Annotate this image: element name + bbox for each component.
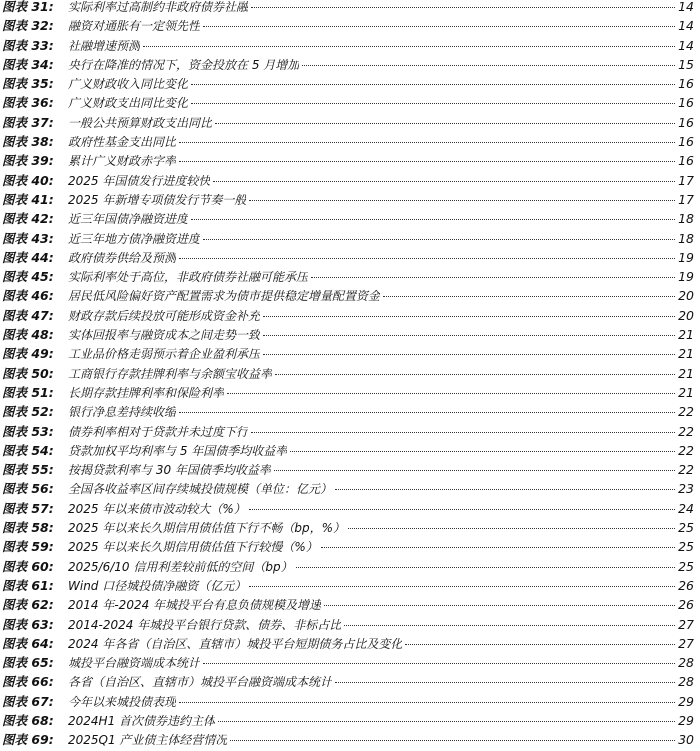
toc-dot-leader [203, 663, 675, 664]
toc-entry-label: 图表 42: [2, 211, 54, 227]
toc-entry-title[interactable]: 2025 年国债发行进度较快 [68, 173, 211, 188]
toc-entry-page-number[interactable]: 18 [678, 211, 694, 227]
toc-entry-page-number[interactable]: 17 [678, 172, 694, 188]
toc-entry-title[interactable]: 一般公共预算财政支出同比 [68, 115, 213, 130]
toc-entry-title[interactable]: 长期存款挂牌利率和保险利率 [68, 385, 225, 400]
toc-entry-label: 图表 37: [2, 114, 54, 130]
toc-dot-leader [249, 200, 675, 201]
toc-entry-title[interactable]: 2024 年各省（自治区、直辖市）城投平台短期债务占比及变化 [68, 636, 403, 651]
toc-entry[interactable] [0, 16, 700, 35]
toc-entry-label: 图表 52: [2, 404, 54, 420]
toc-entry-page-number[interactable]: 21 [678, 365, 694, 381]
toc-entry[interactable] [0, 383, 700, 402]
toc-entry-title[interactable]: 政府债券供给及预测 [68, 250, 177, 265]
toc-entry[interactable] [0, 190, 700, 209]
toc-entry-page-number[interactable]: 29 [678, 693, 694, 709]
toc-entry-title[interactable]: 广义财政支出同比变化 [68, 96, 189, 111]
toc-entry-title[interactable]: 实际利率处于高位，非政府债券社融可能承压 [68, 270, 309, 285]
toc-entry[interactable] [0, 634, 700, 653]
toc-entry-label: 图表 32: [2, 18, 54, 34]
toc-entry-title[interactable]: 2024H1 首次债券违约主体 [68, 713, 216, 728]
toc-entry-page-number[interactable]: 16 [678, 95, 694, 111]
toc-entry[interactable] [0, 402, 700, 421]
toc-entry-page-number[interactable]: 27 [678, 635, 694, 651]
toc-entry-label: 图表 51: [2, 384, 54, 400]
toc-entry-title[interactable]: 2014-2024 年城投平台银行贷款、债券、非标占比 [68, 617, 342, 632]
toc-dot-leader [275, 374, 675, 375]
toc-entry-label: 图表 54: [2, 442, 54, 458]
toc-entry-title[interactable]: 央行在降准的情况下，资金投放在 5 月增加 [68, 57, 300, 72]
toc-entry-page-number[interactable]: 20 [678, 288, 694, 304]
toc-entry-title[interactable]: 实际利率过高制约非政府债券社融 [68, 0, 249, 14]
toc-dot-leader [335, 682, 675, 683]
toc-entry-page-number[interactable]: 25 [678, 558, 694, 574]
toc-entry[interactable] [0, 344, 700, 363]
toc-dot-leader [179, 412, 675, 413]
toc-entry-label: 图表 35: [2, 76, 54, 92]
toc-entry-page-number[interactable]: 14 [678, 37, 694, 53]
toc-dot-leader [335, 489, 675, 490]
toc-entry-label: 图表 66: [2, 674, 54, 690]
toc-entry-page-number[interactable]: 16 [678, 134, 694, 150]
toc-entry-title[interactable]: 累计广义财政赤字率 [68, 154, 177, 169]
toc-entry[interactable] [0, 132, 700, 151]
toc-entry-label: 图表 45: [2, 269, 54, 285]
toc-entry-title[interactable]: 今年以来城投债表现 [68, 694, 177, 709]
toc-dot-leader [179, 161, 675, 162]
toc-entry-page-number[interactable]: 21 [678, 327, 694, 343]
toc-dot-leader [344, 625, 675, 626]
toc-entry[interactable] [0, 518, 700, 537]
toc-entry-label: 图表 63: [2, 616, 54, 632]
toc-dot-leader [179, 142, 675, 143]
toc-entry-page-number[interactable]: 16 [678, 76, 694, 92]
toc-entry[interactable] [0, 0, 700, 16]
toc-dot-leader [263, 316, 675, 317]
toc-entry-page-number[interactable]: 19 [678, 269, 694, 285]
toc-entry[interactable] [0, 653, 700, 672]
toc-dot-leader [203, 26, 675, 27]
toc-entry-page-number[interactable]: 19 [678, 249, 694, 265]
toc-entry[interactable] [0, 711, 700, 730]
toc-entry-title[interactable]: 债券利率相对于贷款并未过度下行 [68, 424, 249, 439]
toc-entry-label: 图表 68: [2, 712, 54, 728]
toc-dot-leader [251, 432, 675, 433]
toc-entry-title[interactable]: 工商银行存款挂牌利率与余额宝收益率 [68, 366, 273, 381]
toc-entry-label: 图表 41: [2, 191, 54, 207]
toc-entry-page-number[interactable]: 22 [678, 442, 694, 458]
toc-entry-page-number[interactable]: 28 [678, 674, 694, 690]
toc-dot-leader [203, 239, 675, 240]
toc-dot-leader [302, 65, 675, 66]
toc-entry-label: 图表 59: [2, 539, 54, 555]
toc-entry-title[interactable]: 财政存款后续投放可能形成资金补充 [68, 308, 261, 323]
toc-dot-leader [296, 567, 676, 568]
toc-entry-label: 图表 61: [2, 577, 54, 593]
toc-dot-leader [249, 509, 675, 510]
toc-entry-page-number[interactable]: 22 [678, 462, 694, 478]
toc-entry-label: 图表 38: [2, 134, 54, 150]
toc-entry-title[interactable]: Wind 口径城投债净融资（亿元） [68, 578, 247, 593]
toc-entry[interactable] [0, 306, 700, 325]
toc-dot-leader [311, 277, 675, 278]
toc-entry[interactable] [0, 692, 700, 711]
toc-entry-label: 图表 47: [2, 307, 54, 323]
toc-dot-leader [249, 586, 675, 587]
toc-dot-leader [263, 335, 675, 336]
toc-entry-page-number[interactable]: 23 [678, 481, 694, 497]
toc-entry-page-number[interactable]: 16 [678, 153, 694, 169]
toc-entry-label: 图表 33: [2, 37, 54, 53]
toc-entry-label: 图表 55: [2, 462, 54, 478]
toc-entry-page-number[interactable]: 29 [678, 712, 694, 728]
toc-entry[interactable] [0, 557, 700, 576]
toc-entry-label: 图表 43: [2, 230, 54, 246]
toc-entry-page-number[interactable]: 22 [678, 404, 694, 420]
toc-entry-label: 图表 65: [2, 655, 54, 671]
toc-entry-title[interactable]: 2014 年-2024 年城投平台有息负债规模及增速 [68, 598, 322, 613]
toc-entry[interactable] [0, 364, 700, 383]
toc-entry[interactable] [0, 479, 700, 498]
toc-entry-label: 图表 58: [2, 520, 54, 536]
toc-entry-label: 图表 50: [2, 365, 54, 381]
toc-entry-title[interactable]: 融资对通胀有一定领先性 [68, 19, 201, 34]
toc-entry-page-number[interactable]: 28 [678, 655, 694, 671]
toc-entry-title[interactable]: 各省（自治区、直辖市）城投平台融资端成本统计 [68, 675, 333, 690]
toc-entry-label: 图表 44: [2, 249, 54, 265]
toc-dot-leader [321, 547, 675, 548]
toc-entry-label: 图表 69: [2, 732, 54, 748]
toc-entry-title[interactable]: 2025 年以来债市波动较大（%） [68, 501, 246, 516]
toc-entry-page-number[interactable]: 26 [678, 577, 694, 593]
toc-entry[interactable] [0, 55, 700, 74]
toc-dot-leader [179, 702, 675, 703]
toc-entry-title[interactable]: 2025 年以来长久期信用债估值下行不畅（bp，%） [68, 521, 345, 536]
toc-entry-label: 图表 48: [2, 327, 54, 343]
toc-entry[interactable] [0, 267, 700, 286]
toc-entry[interactable] [0, 36, 700, 55]
toc-dot-leader [215, 123, 675, 124]
toc-entry-title[interactable]: 贷款加权平均利率与 5 年国债季均收益率 [68, 443, 288, 458]
toc-entry[interactable] [0, 248, 700, 267]
toc-entry[interactable] [0, 74, 700, 93]
toc-entry-title[interactable]: 工业品价格走弱预示着企业盈利承压 [68, 347, 261, 362]
toc-entry-label: 图表 56: [2, 481, 54, 497]
toc-entry-label: 图表 62: [2, 597, 54, 613]
toc-entry[interactable] [0, 460, 700, 479]
toc-entry-title[interactable]: 城投平台融资端成本统计 [68, 656, 201, 671]
toc-entry-label: 图表 67: [2, 693, 54, 709]
toc-entry-page-number[interactable]: 21 [678, 384, 694, 400]
toc-entry[interactable] [0, 325, 700, 344]
toc-entry[interactable] [0, 672, 700, 691]
toc-entry-page-number[interactable]: 22 [678, 423, 694, 439]
toc-entry-title[interactable]: 银行净息差持续收缩 [68, 405, 177, 420]
toc-entry-label: 图表 64: [2, 635, 54, 651]
toc-entry-label: 图表 49: [2, 346, 54, 362]
toc-entry-label: 图表 53: [2, 423, 54, 439]
toc-dot-leader [179, 258, 675, 259]
toc-entry-label: 图表 60: [2, 558, 54, 574]
toc-entry-label: 图表 39: [2, 153, 54, 169]
toc-entry-title[interactable]: 社融增速预测 [68, 38, 141, 53]
toc-entry[interactable] [0, 93, 700, 112]
toc-entry[interactable] [0, 499, 700, 518]
toc-dot-leader [227, 393, 675, 394]
toc-dot-leader [230, 740, 675, 741]
toc-entry[interactable] [0, 286, 700, 305]
toc-entry-title[interactable]: 居民低风险偏好资产配置需求为债市提供稳定增量配置资金 [68, 289, 381, 304]
toc-entry-label: 图表 46: [2, 288, 54, 304]
toc-dot-leader [213, 181, 675, 182]
toc-entry-label: 图表 31: [2, 0, 54, 14]
toc-dot-leader [143, 46, 675, 47]
toc-dot-leader [348, 528, 675, 529]
toc-entry-title[interactable]: 近三年国债净融资进度 [68, 212, 189, 227]
toc-entry-page-number[interactable]: 30 [678, 732, 694, 748]
toc-entry-title[interactable]: 按揭贷款利率与 30 年国债季均收益率 [68, 463, 271, 478]
toc-entry-page-number[interactable]: 18 [678, 230, 694, 246]
toc-dot-leader [383, 296, 675, 297]
toc-entry-title[interactable]: 全国各收益率区间存续城投债规模（单位：亿元） [68, 482, 333, 497]
toc-entry-title[interactable]: 广义财政收入同比变化 [68, 77, 189, 92]
toc-entry[interactable] [0, 171, 700, 190]
toc-dot-leader [290, 451, 675, 452]
toc-entry-title[interactable]: 2025/6/10 信用利差较前低的空间（bp） [68, 559, 293, 574]
toc-entry-page-number[interactable]: 15 [678, 56, 694, 72]
toc-entry[interactable] [0, 441, 700, 460]
toc-dot-leader [218, 721, 675, 722]
toc-entry-page-number[interactable]: 21 [678, 346, 694, 362]
toc-entry-title[interactable]: 实体回报率与融资成本之间走势一致 [68, 328, 261, 343]
toc-dot-leader [274, 470, 675, 471]
toc-entry[interactable] [0, 151, 700, 170]
toc-entry-page-number[interactable]: 14 [678, 18, 694, 34]
toc-dot-leader [191, 219, 675, 220]
toc-entry[interactable] [0, 113, 700, 132]
toc-entry-page-number[interactable]: 24 [678, 500, 694, 516]
toc-entry-page-number[interactable]: 25 [678, 539, 694, 555]
toc-entry-label: 图表 36: [2, 95, 54, 111]
toc-entry[interactable] [0, 229, 700, 248]
toc-entry[interactable] [0, 422, 700, 441]
toc-entry[interactable] [0, 209, 700, 228]
toc-dot-leader [191, 84, 675, 85]
toc-entry[interactable] [0, 730, 700, 749]
toc-entry-title[interactable]: 2025 年以来长久期信用债估值下行较慢（%） [68, 540, 318, 555]
toc-entry[interactable] [0, 595, 700, 614]
toc-entry-page-number[interactable]: 14 [678, 0, 694, 14]
toc-dot-leader [324, 605, 675, 606]
toc-entry-page-number[interactable]: 27 [678, 616, 694, 632]
toc-entry-label: 图表 57: [2, 500, 54, 516]
toc-entry-title[interactable]: 2025Q1 产业债主体经营情况 [68, 733, 228, 748]
toc-entry-page-number[interactable]: 16 [678, 114, 694, 130]
toc-entry-label: 图表 34: [2, 56, 54, 72]
toc-entry-page-number[interactable]: 25 [678, 520, 694, 536]
toc-dot-leader [251, 7, 675, 8]
toc-dot-leader [263, 354, 675, 355]
toc-entry-page-number[interactable]: 26 [678, 597, 694, 613]
toc-entry-title[interactable]: 2025 年新增专项债发行节奏一般 [68, 192, 247, 207]
toc-entry-label: 图表 40: [2, 172, 54, 188]
toc-entry-title[interactable]: 政府性基金支出同比 [68, 135, 177, 150]
toc-dot-leader [191, 103, 675, 104]
toc-entry[interactable] [0, 615, 700, 634]
toc-dot-leader [405, 644, 675, 645]
toc-entry[interactable] [0, 537, 700, 556]
toc-entry-page-number[interactable]: 17 [678, 191, 694, 207]
toc-entry-page-number[interactable]: 20 [678, 307, 694, 323]
toc-entry[interactable] [0, 576, 700, 595]
toc-entry-title[interactable]: 近三年地方债净融资进度 [68, 231, 201, 246]
